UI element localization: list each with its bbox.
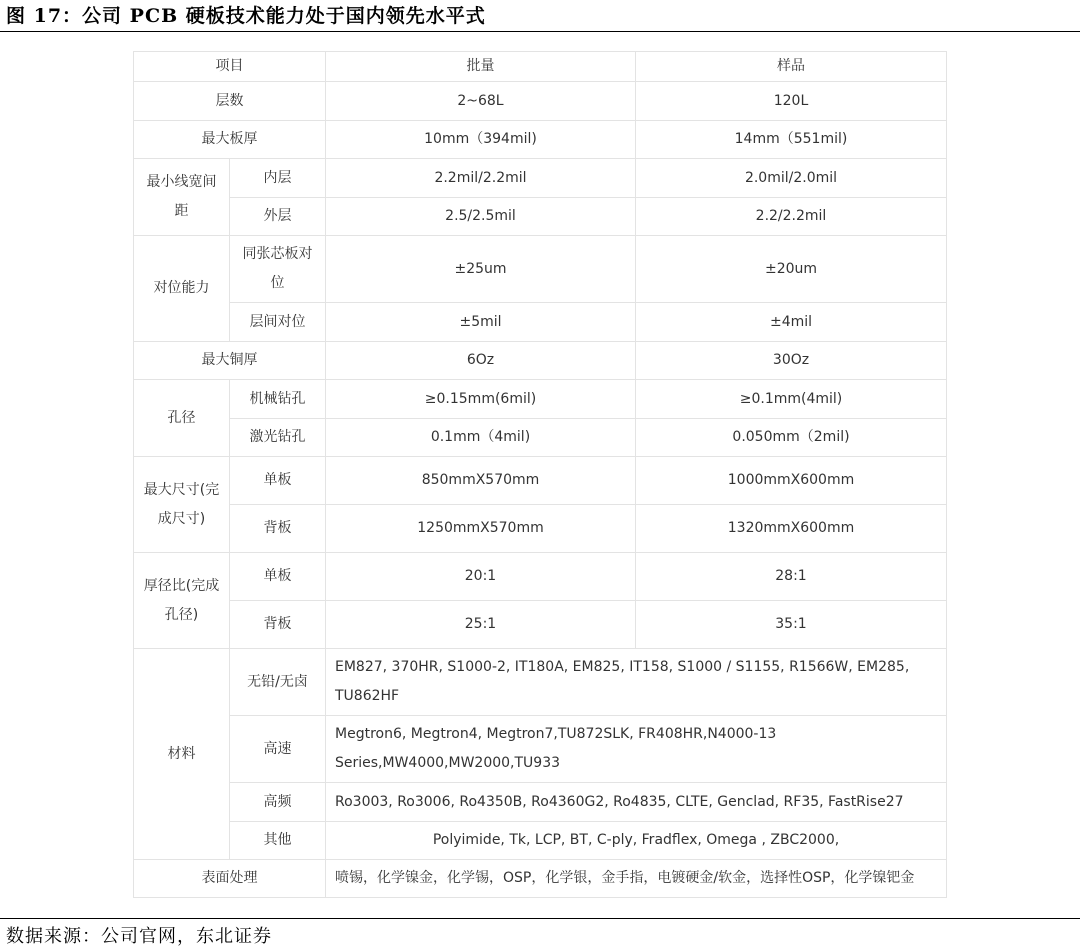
- table-row: [134, 380, 947, 419]
- group-label: 厚径比(完成孔径): [134, 553, 230, 649]
- cell-sample: ±4mil: [636, 303, 947, 342]
- cell-value: EM827, 370HR, S1000-2, IT180A, EM825, IT158, S1000 / S1155, R1566W, EM285, TU862HF: [326, 649, 947, 716]
- table-row: [134, 121, 947, 159]
- sub-label: 层间对位: [230, 303, 326, 342]
- cell-batch: 25:1: [326, 601, 636, 649]
- cell-value: 喷锡，化学镍金，化学锡，OSP，化学银，金手指，电镀硬金/软金，选择性OSP，化学镍钯金: [326, 860, 947, 898]
- cell-sample: 30Oz: [636, 342, 947, 380]
- table-row: [134, 457, 947, 505]
- header-item: 项目: [134, 52, 326, 82]
- sub-label: 无铅/无卤: [230, 649, 326, 716]
- group-label: 材料: [134, 649, 230, 860]
- cell-sample: 28:1: [636, 553, 947, 601]
- table-row: [134, 649, 947, 716]
- cell-value: Megtron6, Megtron4, Megtron7,TU872SLK, FR408HR,N4000-13 Series,MW4000,MW2000,TU933: [326, 716, 947, 783]
- cell-batch: 10mm（394mil): [326, 121, 636, 159]
- table-row: [134, 198, 947, 236]
- table-row: [134, 601, 947, 649]
- group-label: 最大尺寸(完成尺寸): [134, 457, 230, 553]
- cell-sample: 14mm（551mil): [636, 121, 947, 159]
- cell-batch: 2~68L: [326, 82, 636, 121]
- cell-sample: 2.2/2.2mil: [636, 198, 947, 236]
- cell-sample: ±20um: [636, 236, 947, 303]
- sub-label: 内层: [230, 159, 326, 198]
- sub-label: 激光钻孔: [230, 419, 326, 457]
- cell-sample: 2.0mil/2.0mil: [636, 159, 947, 198]
- row-label: 层数: [134, 82, 326, 121]
- table-row: [134, 303, 947, 342]
- table-row: [134, 716, 947, 783]
- table-row: [134, 342, 947, 380]
- header-sample: 样品: [636, 52, 947, 82]
- row-label: 表面处理: [134, 860, 326, 898]
- table-row: [134, 822, 947, 860]
- table-row: [134, 82, 947, 121]
- sub-label: 同张芯板对位: [230, 236, 326, 303]
- cell-sample: ≥0.1mm(4mil): [636, 380, 947, 419]
- cell-batch: 2.2mil/2.2mil: [326, 159, 636, 198]
- cell-value: Ro3003, Ro3006, Ro4350B, Ro4360G2, Ro4835, CLTE, Genclad, RF35, FastRise27: [326, 783, 947, 822]
- bottom-rule: [0, 918, 1080, 919]
- table-row: [134, 419, 947, 457]
- sub-label: 机械钻孔: [230, 380, 326, 419]
- sub-label: 背板: [230, 601, 326, 649]
- cell-batch: 20:1: [326, 553, 636, 601]
- sub-label: 高频: [230, 783, 326, 822]
- table-row: [134, 159, 947, 198]
- cell-batch: 1250mmX570mm: [326, 505, 636, 553]
- source-note: 数据来源：公司官网，东北证券: [6, 926, 272, 947]
- cell-batch: 2.5/2.5mil: [326, 198, 636, 236]
- cell-batch: 850mmX570mm: [326, 457, 636, 505]
- table-row: [134, 783, 947, 822]
- group-label: 孔径: [134, 380, 230, 457]
- row-label: 最大板厚: [134, 121, 326, 159]
- cell-batch: ±25um: [326, 236, 636, 303]
- cell-value: Polyimide, Tk, LCP, BT, C-ply, Fradflex, Omega , ZBC2000,: [326, 822, 947, 860]
- cell-batch: 0.1mm（4mil): [326, 419, 636, 457]
- sub-label: 单板: [230, 457, 326, 505]
- cell-sample: 35:1: [636, 601, 947, 649]
- group-label: 对位能力: [134, 236, 230, 342]
- cell-sample: 1320mmX600mm: [636, 505, 947, 553]
- cell-sample: 120L: [636, 82, 947, 121]
- table-header-row: [134, 52, 947, 82]
- sub-label: 背板: [230, 505, 326, 553]
- sub-label: 外层: [230, 198, 326, 236]
- sub-label: 单板: [230, 553, 326, 601]
- table-row: [134, 860, 947, 898]
- top-rule: [0, 31, 1080, 32]
- header-batch: 批量: [326, 52, 636, 82]
- spec-table: [133, 51, 947, 898]
- sub-label: 高速: [230, 716, 326, 783]
- figure-title: 图 17：公司 PCB 硬板技术能力处于国内领先水平式: [6, 5, 486, 27]
- row-label: 最大铜厚: [134, 342, 326, 380]
- table-row: [134, 505, 947, 553]
- cell-batch: ≥0.15mm(6mil): [326, 380, 636, 419]
- group-label: 最小线宽间距: [134, 159, 230, 236]
- cell-sample: 0.050mm（2mil): [636, 419, 947, 457]
- cell-sample: 1000mmX600mm: [636, 457, 947, 505]
- cell-batch: 6Oz: [326, 342, 636, 380]
- cell-batch: ±5mil: [326, 303, 636, 342]
- table-row: [134, 236, 947, 303]
- table-row: [134, 553, 947, 601]
- sub-label: 其他: [230, 822, 326, 860]
